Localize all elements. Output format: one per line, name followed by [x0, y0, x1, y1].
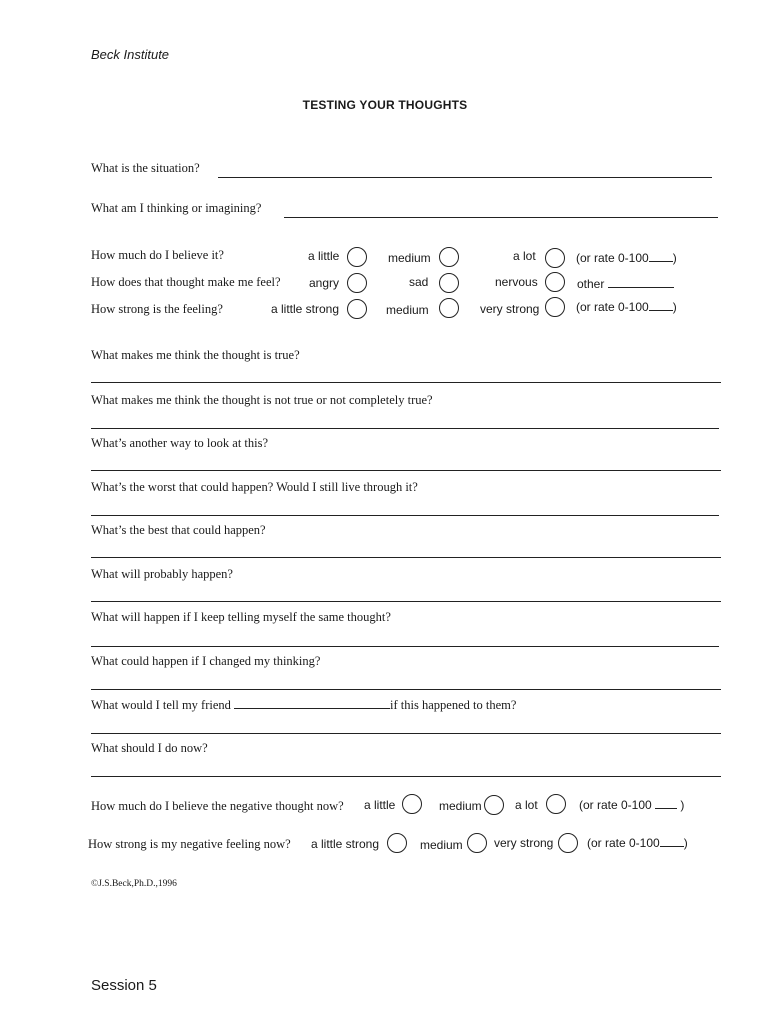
answer-line[interactable]: [91, 470, 721, 471]
feel-other-blank[interactable]: [608, 287, 674, 288]
answer-line[interactable]: [91, 428, 719, 429]
answer-line[interactable]: [91, 733, 721, 734]
feel-other: [577, 277, 674, 291]
believe-rate-close: ): [672, 251, 677, 265]
post-believe-label: How much do I believe the negative thought now?: [91, 799, 344, 813]
feel-other-label: other: [577, 277, 605, 291]
strong-a-little-radio[interactable]: [347, 299, 367, 319]
feel-option-label: angry: [309, 276, 340, 290]
question-label: What’s the worst that could happen? Would I still live through it?: [91, 480, 418, 494]
post-strong-rate-close: ): [683, 836, 688, 850]
question-label: What would I tell my friend: [91, 698, 231, 712]
thinking-label: What am I thinking or imagining?: [91, 201, 262, 215]
question-label: What’s the best that could happen?: [91, 523, 266, 537]
question-label: What will happen if I keep telling myself the same thought?: [91, 610, 391, 624]
strong-rate: [576, 300, 677, 314]
believe-option-label: a little: [308, 249, 340, 263]
question-label: What will probably happen?: [91, 567, 233, 581]
question-label: What should I do now?: [91, 741, 208, 755]
feel-label: How does that thought make me feel?: [91, 275, 281, 289]
post-believe-rate-label: (or rate 0-100: [579, 798, 652, 812]
feel-nervous-radio[interactable]: [545, 272, 565, 292]
post-believe-option-label: a lot: [515, 798, 538, 812]
believe-option-label: medium: [388, 251, 431, 265]
post-strong-rate-label: (or rate 0-100: [587, 836, 660, 850]
post-strong-label: How strong is my negative feeling now?: [88, 837, 291, 851]
answer-line[interactable]: [91, 689, 721, 690]
friend-blank[interactable]: [234, 708, 390, 709]
post-strong-very-strong-radio[interactable]: [558, 833, 578, 853]
page-title: TESTING YOUR THOUGHTS: [302, 98, 468, 112]
question-label: What makes me think the thought is true?: [91, 348, 300, 362]
post-believe-medium-radio[interactable]: [484, 795, 504, 815]
post-believe-a-little-radio[interactable]: [402, 794, 422, 814]
believe-label: How much do I believe it?: [91, 248, 224, 262]
question-label: What makes me think the thought is not true or not completely true?: [91, 393, 433, 407]
answer-line[interactable]: [91, 601, 721, 602]
believe-rate: [576, 251, 677, 265]
post-believe-rate: [579, 798, 684, 812]
strong-rate-close: ): [672, 300, 677, 314]
post-believe-option-label: a little: [364, 798, 396, 812]
friend-question: [91, 698, 516, 713]
feel-option-label: sad: [409, 275, 429, 289]
post-strong-rate-blank[interactable]: [660, 846, 684, 847]
strong-rate-label: (or rate 0-100: [576, 300, 649, 314]
answer-line[interactable]: [91, 515, 719, 516]
answer-line[interactable]: [91, 646, 719, 647]
answer-line[interactable]: [91, 382, 721, 383]
strong-very-strong-radio[interactable]: [545, 297, 565, 317]
post-strong-a-little-radio[interactable]: [387, 833, 407, 853]
answer-line[interactable]: [91, 557, 721, 558]
question-label: if this happened to them?: [390, 698, 517, 712]
believe-a-little-radio[interactable]: [347, 247, 367, 267]
feel-option-label: nervous: [495, 275, 538, 289]
question-label: What’s another way to look at this?: [91, 436, 269, 450]
post-strong-medium-radio[interactable]: [467, 833, 487, 853]
believe-option-label: a lot: [513, 249, 536, 263]
session-footer: Session 5: [91, 977, 157, 994]
strong-option-label: a little strong: [271, 302, 340, 316]
situation-label: What is the situation?: [91, 161, 200, 175]
answer-line[interactable]: [91, 776, 721, 777]
post-believe-rate-close: ): [680, 798, 685, 812]
post-strong-option-label: medium: [420, 838, 463, 852]
strong-medium-radio[interactable]: [439, 298, 459, 318]
org-name: Beck Institute: [91, 47, 170, 62]
post-strong-option-label: very strong: [494, 836, 554, 850]
strong-option-label: medium: [386, 303, 429, 317]
post-believe-a-lot-radio[interactable]: [546, 794, 566, 814]
feel-angry-radio[interactable]: [347, 273, 367, 293]
believe-rate-label: (or rate 0-100: [576, 251, 649, 265]
copyright: ©J.S.Beck,Ph.D.,1996: [91, 879, 177, 889]
strong-option-label: very strong: [480, 302, 540, 316]
believe-rate-blank[interactable]: [649, 261, 673, 262]
strong-label: How strong is the feeling?: [91, 302, 223, 316]
believe-medium-radio[interactable]: [439, 247, 459, 267]
strong-rate-blank[interactable]: [649, 310, 673, 311]
believe-a-lot-radio[interactable]: [545, 248, 565, 268]
post-strong-rate: [587, 836, 688, 850]
post-strong-option-label: a little strong: [311, 837, 380, 851]
post-believe-rate-blank[interactable]: [655, 808, 677, 809]
post-believe-option-label: medium: [439, 799, 482, 813]
question-label: What could happen if I changed my thinking?: [91, 654, 321, 668]
thinking-line[interactable]: [284, 217, 718, 218]
feel-sad-radio[interactable]: [439, 273, 459, 293]
situation-line[interactable]: [218, 177, 712, 178]
